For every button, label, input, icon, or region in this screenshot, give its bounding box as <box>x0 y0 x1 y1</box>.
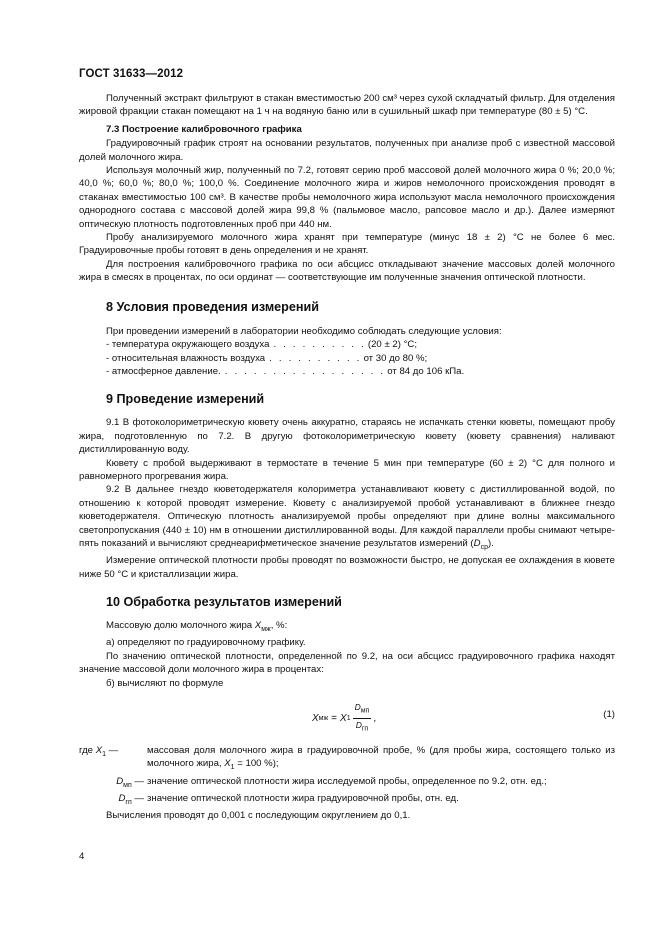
where-dgp-sub: гп <box>125 798 132 806</box>
denominator-sub: гп <box>361 725 369 733</box>
condition-label: - атмосферное давление. <box>106 365 221 377</box>
formula-comma: , <box>373 712 377 724</box>
where-x1-symbol: X <box>95 745 103 757</box>
where-x1-key <box>79 744 147 775</box>
paragraph-9-2 <box>79 483 615 554</box>
list-item-a: а) определяют по градуировочному графику. <box>106 637 306 649</box>
where-x1-tail: = 100 %); <box>234 758 279 770</box>
where-x1-inline-symbol: X <box>224 758 231 770</box>
where-dmp-text: значение оптической плотности жира исследуемой пробы, определенное по 9.2, отн. ед.; <box>147 775 547 787</box>
where-dgp-key <box>79 792 147 809</box>
formula-equals: = <box>331 712 338 724</box>
section-9-title: 9 Проведение измерений <box>106 392 265 407</box>
numerator-symbol: D <box>354 702 361 713</box>
paragraph-final: Вычисления проводят до 0,001 с последующим округлением до 0,1. <box>106 810 411 822</box>
formula-fraction <box>353 702 372 734</box>
standard-header: ГОСТ 31633—2012 <box>79 68 184 80</box>
conditions-list <box>79 338 615 378</box>
condition-value: от 30 до 80 %; <box>363 352 428 364</box>
paragraph-10-axis: По значению оптической плотности, определенной по 9.2, на оси абсцисс градуировочного графика находят значение массовой доли молочного жира в процентах: <box>79 650 615 676</box>
paragraph-9-1-b: Кювету с пробой выдерживают в термостате в течение 5 мин при температуре (60 ± 2) °С для полного и равномерного прогревания жира. <box>79 457 615 482</box>
where-dgp-text: значение оптической плотности жира градуировочной пробы, отн. ед. <box>147 793 459 805</box>
fraction-numerator <box>353 702 372 719</box>
conditions-intro: При проведении измерений в лаборатории необходимо соблюдать следующие условия: <box>106 325 502 337</box>
formula-x1: X <box>340 712 347 724</box>
formula-x1-sub: 1 <box>346 714 351 722</box>
where-dmp-sub: мп <box>123 781 132 789</box>
intro-text: Массовую долю молочного жира <box>106 620 255 632</box>
list-item-b: б) вычисляют по формуле <box>106 677 224 689</box>
condition-leader: . . . . . . . . . . <box>273 339 366 351</box>
formula-lhs-sub: мж <box>318 714 329 722</box>
paragraph-7-3-4: Для построения калибровочного графика по оси абсцисс откладывают значение массовых долей молочного жира в смесях в процентах, по оси ординат — соответствующие им полученные значения оптической плотности. <box>79 258 615 284</box>
where-dmp <box>79 775 615 792</box>
paragraph-7-3-3: Пробу анализируемого молочного жира хранят при температуре (минус 18 ± 2) °С не более 6 мес. Градуировочные пробы готовят в день определения и не хранят. <box>79 232 615 257</box>
where-dmp-key <box>79 775 147 792</box>
where-x1 <box>79 744 615 775</box>
paragraph-9-2-tail: ). <box>487 537 494 549</box>
subscript-sr: ср <box>480 543 488 551</box>
condition-leader: . . . . . . . . . . <box>269 352 362 364</box>
paragraph-extract: Полученный экстракт фильтруют в стакан вместимостью 200 см³ через сухой складчатый фильтр. Для отделения жировой фракции стакан помещают на 1 ч на водяную баню или в сушильный шкаф при температуре (80 ± 5) °С. <box>79 93 615 118</box>
where-x1-inline-sub: 1 <box>230 764 235 772</box>
fraction-denominator <box>354 719 370 735</box>
formula-lhs: X <box>312 712 319 724</box>
paragraph-9-2-text: 9.2 В дальнее гнездо кюветодержателя колориметра устанавливают кювету с дистиллированной водой, по отношению к которой проводят измерение. Кювету с анализируемой пробой устанавливают в ближнее гнездо кюветодержателя. Оптическую плотность анализируемой пробы определяют при длине волны максимального светопропускания (440 ± 10) нм в отношении дистиллированной воды. Для каждой параллели пробы снимают четыре-пять показаний и вычисляют среднеарифметическое значение результатов измерений ( <box>79 484 615 549</box>
formula-1 <box>79 698 615 736</box>
formula-expression <box>312 702 376 734</box>
paragraph-9-1: 9.1 В фотоколориметрическую кювету очень аккуратно, стараясь не испачкать стенки кюветы, помещают пробу жира, подготовленную по 7.2. В другую фотоколориметрическую кювету (кювету сравнения) наливают дистиллированную воду. <box>79 417 615 456</box>
page-content <box>79 92 615 823</box>
section-8-title: 8 Условия проведения измерений <box>106 299 319 314</box>
paragraph-7-3-1: Градуировочный график строят на основании результатов, полученных при анализе проб с известной массовой долей молочного жира. <box>79 138 615 163</box>
condition-item <box>106 365 615 378</box>
where-dmp-symbol: D <box>116 775 124 787</box>
where-dgp <box>79 792 615 809</box>
where-x1-desc: массовая доля молочного жира в градуировочной пробе, % (для пробы жира, состоящего только из молочного жира, <box>147 745 615 770</box>
condition-value: от 84 до 106 кПа. <box>387 365 465 377</box>
condition-label: - относительная влажность воздуха <box>106 352 266 364</box>
condition-value: (20 ± 2) °С; <box>367 339 417 351</box>
condition-label: - температура окружающего воздуха <box>106 339 270 351</box>
formula-number: (1) <box>603 709 615 721</box>
where-dgp-symbol: D <box>118 793 126 805</box>
subsection-7-3-title: 7.3 Построение калибровочного графика <box>106 123 302 135</box>
condition-leader: . . . . . . . . . . . . . . . . . <box>224 365 386 377</box>
where-dash: — <box>108 745 119 757</box>
paragraph-9-2-b: Измерение оптической плотности пробы проводят по возможности быстро, не допуская ее охлаждения в кювете ниже 50 °С и кристаллизации жира. <box>79 555 615 580</box>
symbol-d: D <box>473 537 481 549</box>
page-number: 4 <box>79 851 85 862</box>
where-x1-sub: 1 <box>102 750 106 758</box>
intro-tail: , %: <box>270 620 288 632</box>
paragraph-10-intro <box>79 619 615 636</box>
condition-item <box>106 352 615 365</box>
symbol-x: X <box>254 620 262 632</box>
section-10-title: 10 Обработка результатов измерений <box>106 595 342 610</box>
where-lead: где <box>79 745 94 757</box>
numerator-sub: мп <box>360 707 370 715</box>
where-dash: — <box>134 793 144 805</box>
denominator-symbol: D <box>355 719 362 730</box>
subscript-mzh: мж <box>261 626 271 633</box>
paragraph-7-3-2: Используя молочный жир, полученный по 7.2, готовят серию проб массовой долей молочного жира 0 %; 20,0 %; 40,0 %; 60,0 %; 80,0 %; 100,0 %. Соединение молочного жира и жиров немолочного происхождения проводят в стаканах вместимостью 100 см³. В качестве пробы немолочного жира используют масла немолочного происхождения однородного состава с массовой долей жира 99,8 % (пальмовое масло, рапсовое масло и др.). Далее измеряют оптическую плотность подготовленных проб при 440 нм. <box>79 165 615 230</box>
where-dash: — <box>134 775 144 787</box>
where-x1-text <box>147 744 615 775</box>
condition-item <box>106 338 615 351</box>
